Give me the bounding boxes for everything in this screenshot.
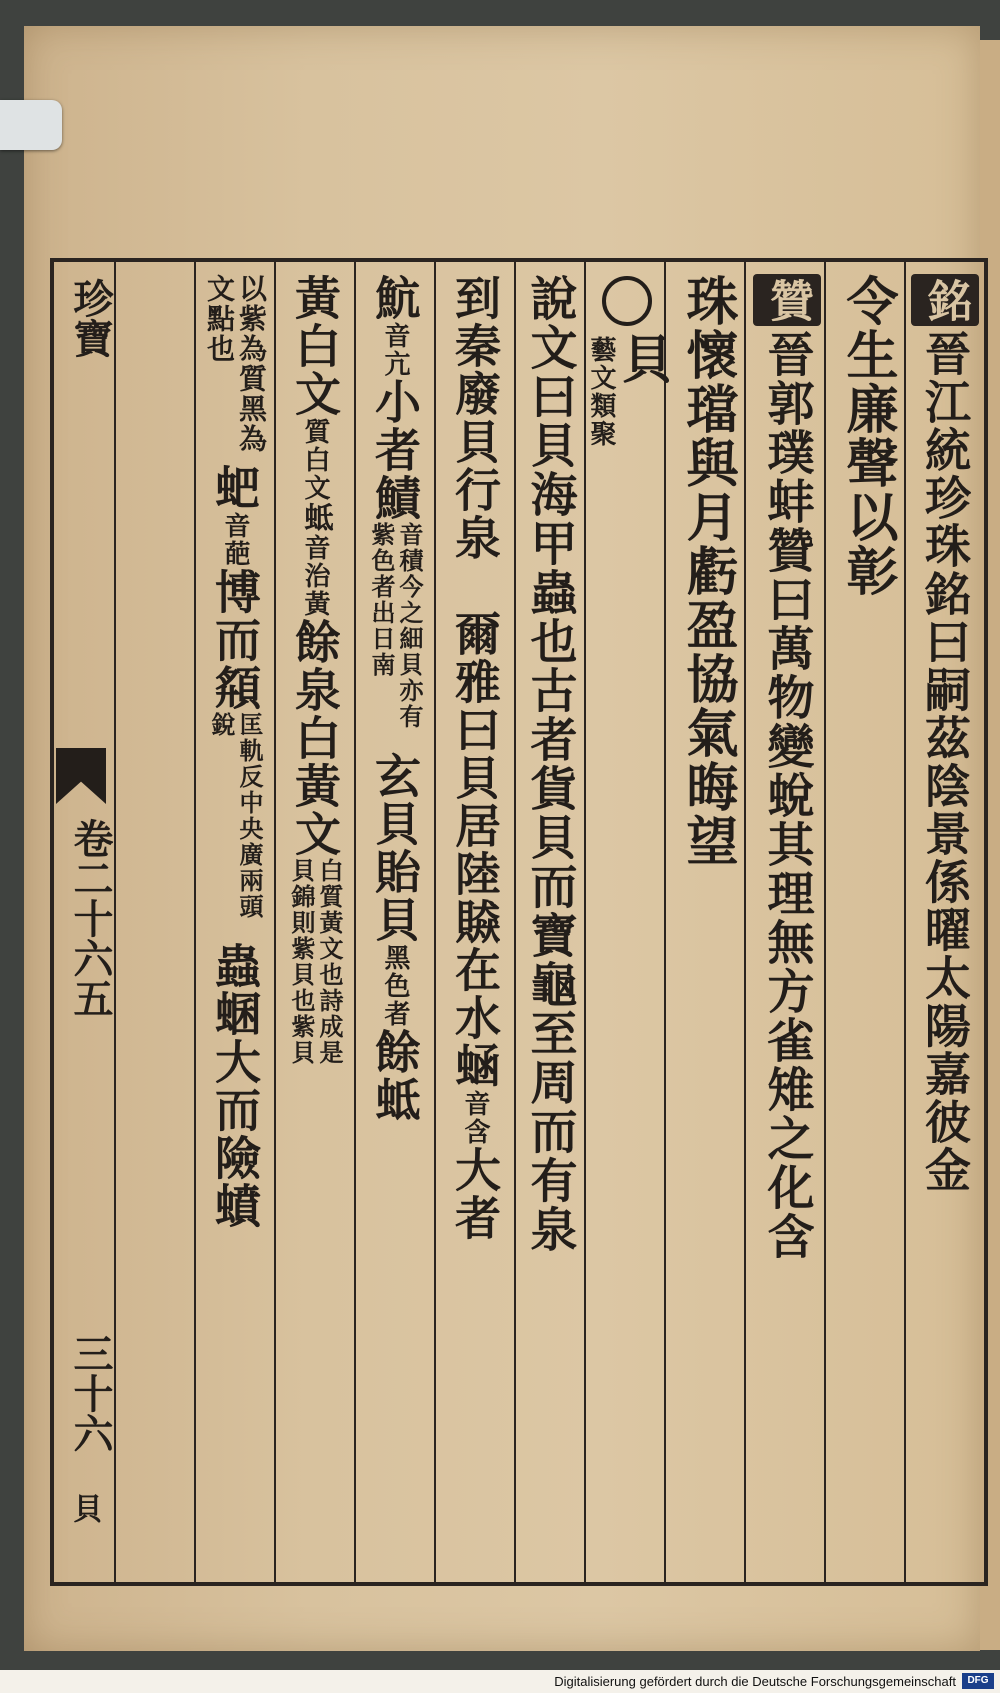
text-column-4 [672, 274, 742, 1574]
column-text: 蚆 [208, 464, 262, 512]
column-text: 餘泉白黃文 [288, 618, 342, 858]
gloss-note: 匡軌反中央廣兩頭銳 [207, 712, 264, 920]
fold-margin [50, 258, 114, 1578]
column-text: 令生廉聲以彰 [837, 274, 898, 598]
text-column-10 [198, 274, 272, 1574]
gloss-note: 白質黃文也詩成是貝錦則紫貝也紫貝 [287, 858, 344, 1066]
margin-page-number: 三十六 [67, 1333, 114, 1453]
gloss-note: 音葩 [220, 512, 250, 568]
column-text: 說文曰貝海甲蟲也古者貨貝而寶龜至周而有泉 [522, 274, 578, 1254]
column-text: 小者鰿 [368, 378, 422, 522]
column-text: 大者 [448, 1146, 502, 1242]
text-block-frame [50, 258, 988, 1586]
column-text: 到秦廢貝行泉 爾雅曰貝居陸贆在水蜬 [448, 274, 502, 1090]
column-text: 蚳 [298, 502, 333, 534]
column-text: 黃白文 [288, 274, 342, 418]
eulogy-tag: 贊 [753, 274, 821, 326]
gloss-note: 音亢 [380, 322, 410, 378]
section-heading: 貝 [612, 332, 673, 386]
margin-volume: 卷二十六五 [67, 818, 114, 1018]
text-column-5 [586, 274, 673, 1574]
column-text: 魧 [368, 274, 422, 322]
margin-title: 珍寶 [67, 278, 114, 358]
margin-section: 貝 [67, 1493, 102, 1523]
text-column-8 [358, 274, 432, 1574]
gloss-note: 音治黃 [300, 534, 330, 618]
text-column-9 [278, 274, 352, 1574]
column-text: 玄貝貽貝 [368, 752, 422, 944]
text-column-7 [438, 274, 512, 1574]
column-text: 珠懷璫與月虧盈協氣晦望 [677, 274, 738, 868]
text-column-3 [752, 274, 822, 1574]
inscription-tag: 銘 [911, 274, 979, 326]
column-text: 博而頯 [208, 568, 262, 712]
text-column-2 [832, 274, 902, 1574]
fish-tail-mark [56, 748, 106, 804]
footer-credit: Digitalisierung gefördert durch die Deutsche Forschungsgemeinschaft [554, 1674, 956, 1689]
gloss-note: 音含 [460, 1090, 490, 1146]
source-note: 藝文類聚 [586, 336, 616, 448]
column-text: 蟲蜠大而險蟦 [208, 942, 262, 1230]
text-column-1 [912, 274, 978, 1574]
dfg-logo: DFG [962, 1673, 994, 1689]
column-text: 餘蚳 [368, 1028, 422, 1124]
gloss-note: 以紫為質黑為文點也 [203, 274, 268, 454]
gloss-note: 音積今之細貝亦有紫色者出日南 [367, 522, 424, 730]
column-text: 晉江統珍珠銘曰嗣茲陰景係曜太陽嘉彼金 [918, 330, 972, 1194]
section-circle-mark [602, 276, 652, 326]
column-text: 晉郭璞蚌贊曰萬物變蛻其理無方雀雉之化含 [759, 330, 815, 1261]
gloss-note: 黑色者 [380, 944, 410, 1028]
book-page [24, 26, 980, 1651]
text-column-6 [518, 274, 582, 1574]
gloss-note: 質白文 [300, 418, 330, 502]
footer-bar [0, 1670, 1000, 1693]
bookmark-clip [0, 100, 62, 150]
